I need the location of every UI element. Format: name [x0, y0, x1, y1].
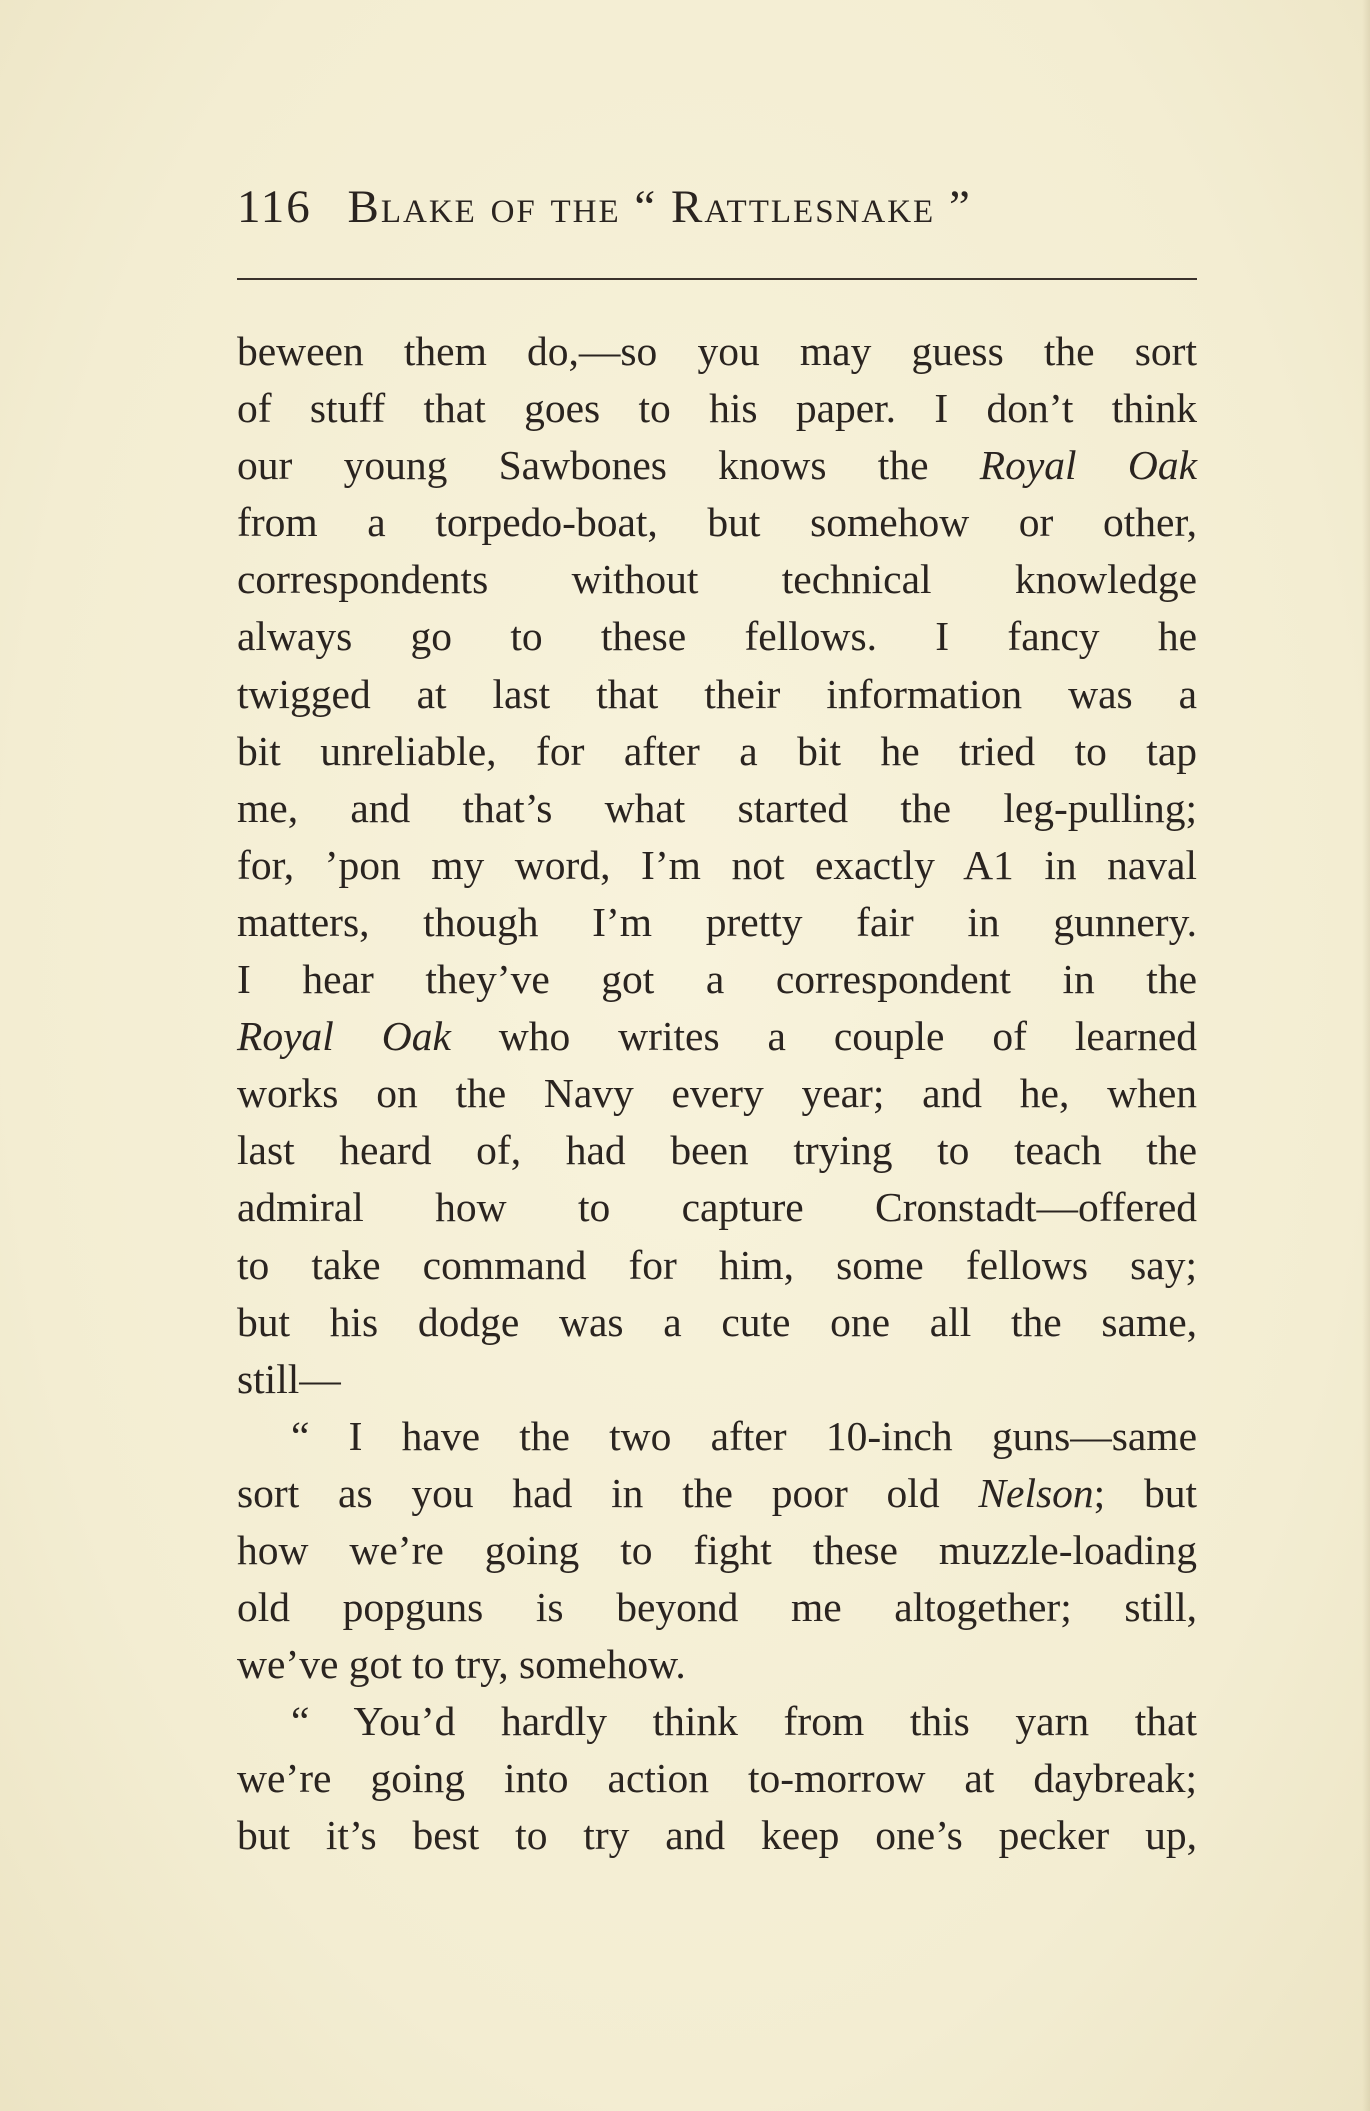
- page-edge-shadow: [1362, 0, 1370, 2111]
- text-line: how we’re going to fight these muzzle-loading: [237, 1526, 1197, 1573]
- body-text: [237, 323, 1197, 1865]
- header-rule: [237, 278, 1197, 280]
- text-line: old popguns is beyond me altogether; still,: [237, 1584, 1197, 1631]
- text-line: we’re going into action to-morrow at daybreak;: [237, 1755, 1197, 1802]
- text-line: works on the Navy every year; and he, when: [237, 1070, 1197, 1117]
- text-line: correspondents without technical knowledge: [237, 556, 1197, 603]
- running-header: [237, 180, 1197, 234]
- text-line: last heard of, had been trying to teach the: [237, 1127, 1197, 1174]
- text-line: our young Sawbones knows the Royal Oak: [237, 442, 1197, 489]
- text-line: but it’s best to try and keep one’s pecker up,: [237, 1812, 1197, 1859]
- text-line: we’ve got to try, somehow.: [237, 1641, 686, 1688]
- text-line: to take command for him, some fellows say;: [237, 1241, 1197, 1288]
- text-line: “ You’d hardly think from this yarn that: [291, 1698, 1197, 1745]
- page-number: 116: [237, 181, 312, 233]
- text-line: admiral how to capture Cronstadt—offered: [237, 1184, 1197, 1231]
- text-line: always go to these fellows. I fancy he: [237, 613, 1197, 660]
- text-line: I hear they’ve got a correspondent in the: [237, 956, 1197, 1003]
- text-line: matters, though I’m pretty fair in gunnery.: [237, 898, 1197, 945]
- text-line: beween them do,—so you may guess the sort: [237, 328, 1197, 374]
- text-line: Royal Oak who writes a couple of learned: [237, 1013, 1197, 1060]
- text-line: of stuff that goes to his paper. I don’t think: [237, 385, 1197, 432]
- text-line: sort as you had in the poor old Nelson; but: [237, 1469, 1198, 1516]
- text-line: bit unreliable, for after a bit he tried to tap: [237, 727, 1197, 774]
- text-line: “ I have the two after 10-inch guns—same: [291, 1412, 1197, 1459]
- text-line: still—: [237, 1355, 341, 1402]
- text-line: but his dodge was a cute one all the same,: [237, 1298, 1197, 1345]
- text-line: for, ’pon my word, I’m not exactly A1 in naval: [237, 841, 1197, 888]
- text-line: from a torpedo-boat, but somehow or other,: [237, 499, 1197, 546]
- running-title: Blake of the “ Rattlesnake ”: [347, 181, 972, 233]
- text-line: twigged at last that their information was a: [237, 670, 1197, 717]
- text-line: me, and that’s what started the leg-pulling;: [237, 784, 1197, 831]
